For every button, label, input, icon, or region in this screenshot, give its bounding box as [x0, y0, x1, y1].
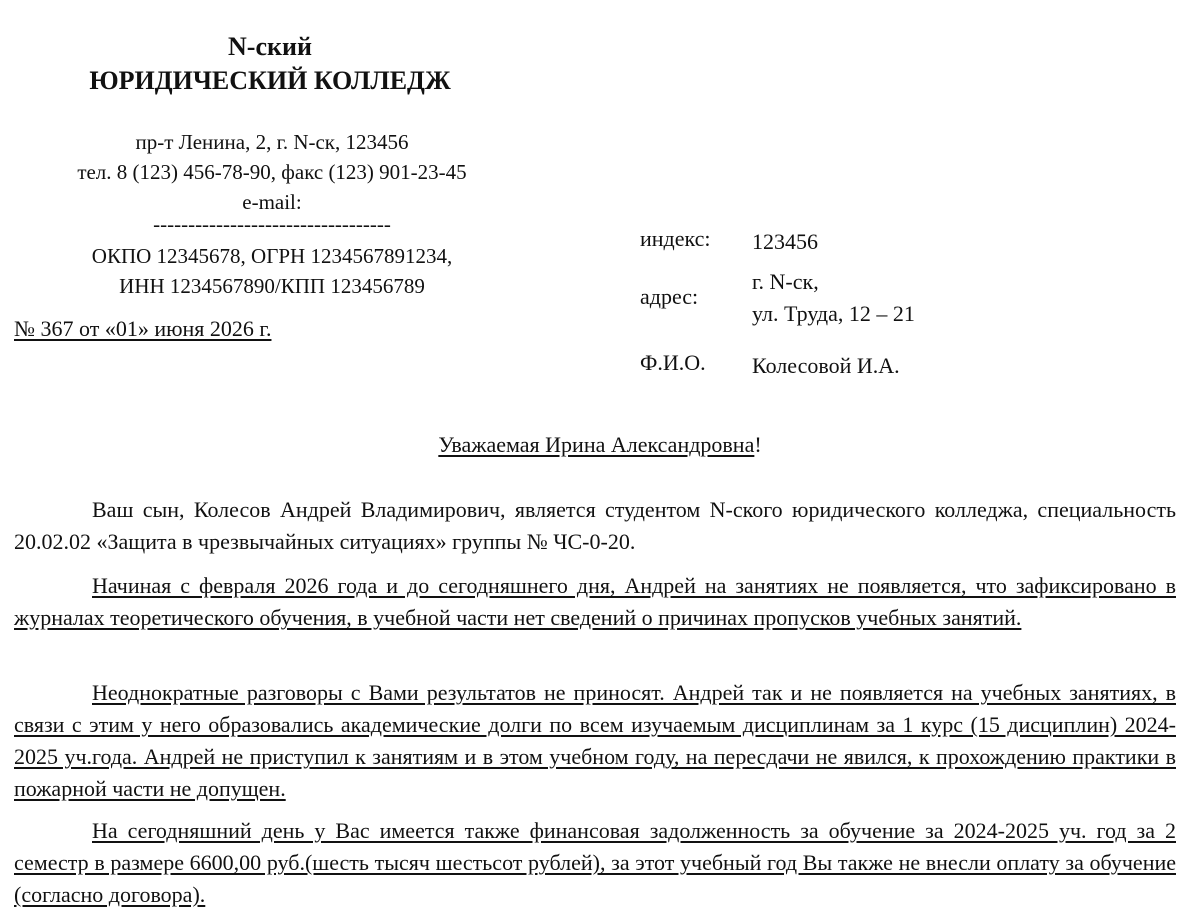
- document-number: № 367 от «01» июня 2026 г.: [14, 316, 272, 341]
- recipient-fio-value: Колесовой И.А.: [752, 353, 900, 378]
- college-address: пр-т Ленина, 2, г. N-ск, 123456: [135, 130, 409, 154]
- college-full-name: ЮРИДИЧЕСКИЙ КОЛЛЕДЖ: [89, 66, 451, 95]
- body-paragraph-3: Неоднократные разговоры с Вами результатов не приносят. Андрей так и не появляется на учебных занятиях, в связи с этим у него образовались академические долги по всем изучаемым дисциплинам за 1 курс (15 дисциплин) 2024-2025 уч.года. Андрей не приступил к занятиям и в этом учебном году, на пересдачи не явился, к прохождению практики в пожарной части не допущен.: [14, 680, 1176, 801]
- greeting: [0, 432, 1200, 458]
- greeting-name: Уважаемая Ирина Александровна: [438, 432, 755, 457]
- recipient-address-line2: ул. Труда, 12 – 21: [752, 301, 915, 326]
- greeting-punctuation: !: [754, 432, 762, 457]
- college-inn-kpp: ИНН 1234567890/КПП 123456789: [119, 274, 425, 298]
- body-paragraph-1: Ваш сын, Колесов Андрей Владимирович, является студентом N-ского юридического колледжа, специальность 20.02.02 «Защита в чрезвычайных ситуациях» группы № ЧС-0-20.: [14, 497, 1176, 554]
- body-paragraph-4: На сегодняшний день у Вас имеется также финансовая задолженность за обучение за 2024-2025 уч. год за 2 семестр в размере 6600,00 руб.(шесть тысяч шестьсот рублей), за этот учебный год Вы также не внесли оплату за обучение (согласно договора).: [14, 818, 1176, 907]
- recipient-index-label: индекс:: [640, 226, 711, 251]
- body-paragraph-2: Начиная с февраля 2026 года и до сегодняшнего дня, Андрей на занятиях не появляется, что зафиксировано в журналах теоретического обучения, в учебной части нет сведений о причинах пропусков учебных занятий.: [14, 573, 1176, 630]
- recipient-index-value: 123456: [752, 229, 818, 254]
- recipient-address-value: [752, 266, 915, 330]
- college-okpo-ogrn: ОКПО 12345678, ОГРН 1234567891234,: [91, 244, 453, 268]
- email-blank-line: ----------------------------------: [153, 212, 391, 236]
- recipient-fio-label: Ф.И.О.: [640, 350, 706, 375]
- college-phone: тел. 8 (123) 456-78-90, факс (123) 901-23-45: [77, 160, 467, 184]
- recipient-address-label: адрес:: [640, 284, 699, 309]
- college-short-name: N-ский: [228, 32, 312, 61]
- recipient-address-line1: г. N-ск,: [752, 269, 819, 294]
- college-email-label: e-mail:: [242, 190, 302, 214]
